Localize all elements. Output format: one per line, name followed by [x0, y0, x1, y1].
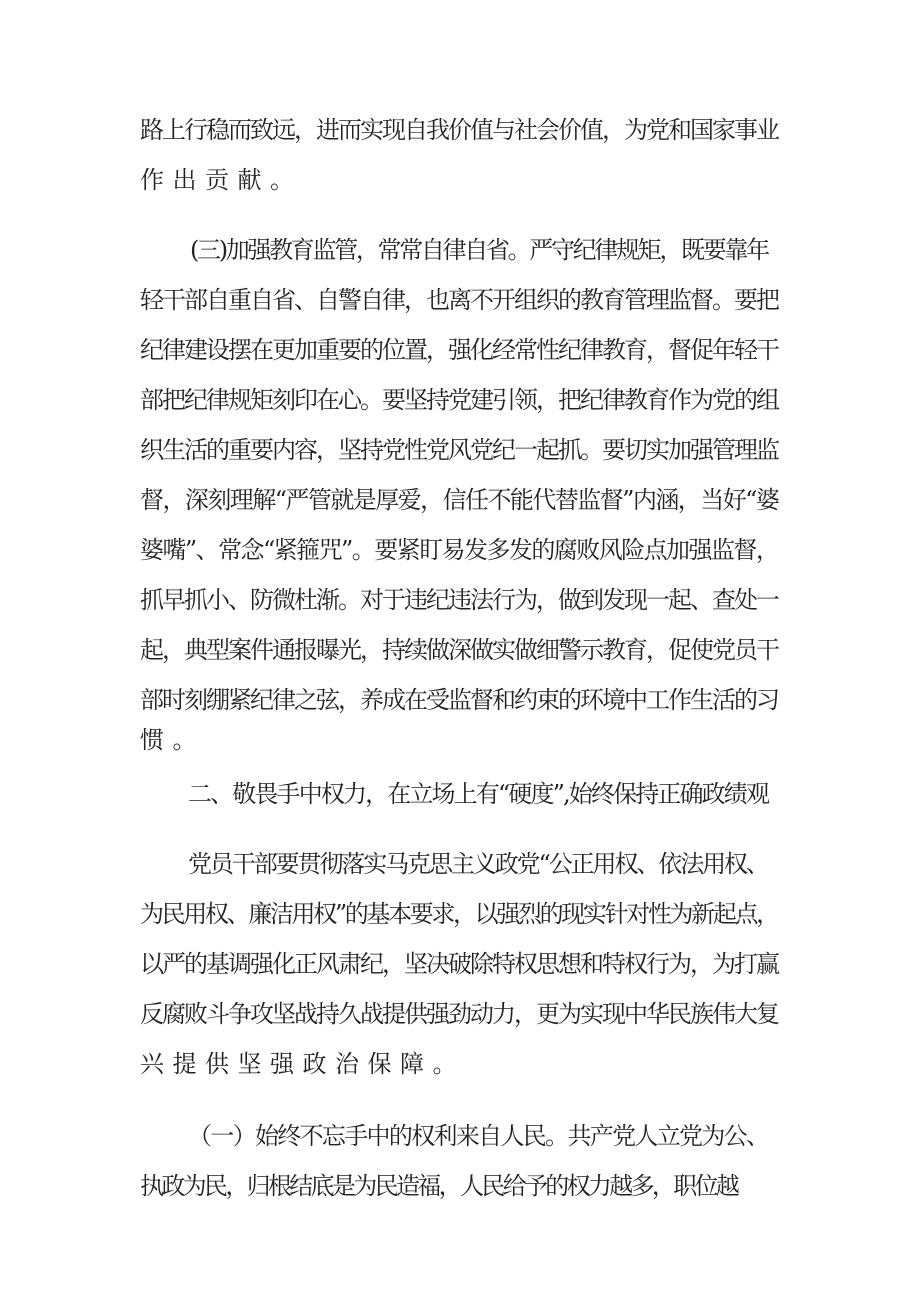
paragraph-line: (三)加强教育监管，常常自律自省。严守纪律规矩，既要靠年 [190, 236, 768, 264]
paragraph-line: 执政为民，归根结底是为民造福，人民给予的权力越多，职位越 [140, 1172, 738, 1200]
paragraph-line: 兴提供坚强政治保障。 [140, 1050, 465, 1078]
paragraph-line: 纪律建设摆在更加重要的位置，强化经常性纪律教育，督促年轻干 [140, 336, 778, 364]
paragraph-line: 路上行稳而致远，进而实现自我价值与社会价值，为党和国家事业 [140, 116, 778, 144]
paragraph-line: 党员干部要贯彻落实马克思主义政党“公正用权、依法用权、 [188, 850, 768, 878]
paragraph-line: 起，典型案件通报曝光，持续做深做实做细警示教育，促使党员干 [140, 636, 778, 664]
paragraph-line: 抓早抓小、防微杜渐。对于违纪违法行为，做到发现一起、查处一 [140, 586, 778, 614]
paragraph-line: 反腐败斗争攻坚战持久战提供强劲动力，更为实现中华民族伟大复 [140, 1000, 778, 1028]
paragraph-line: 以严的基调强化正风肃纪，坚决破除特权思想和特权行为，为打赢 [140, 950, 778, 978]
paragraph-line: 部时刻绷紧纪律之弦，养成在受监督和约束的环境中工作生活的习 [140, 686, 778, 714]
paragraph-line: （一）始终不忘手中的权利来自人民。共产党人立党为公、 [188, 1122, 769, 1150]
section-heading: 二、敬畏手中权力，在立场上有“硬度”,始终保持正确政绩观 [188, 780, 769, 808]
paragraph-line: 作出贡献。 [140, 166, 303, 194]
paragraph-line: 部把纪律规矩刻印在心。要坚持党建引领，把纪律教育作为党的组 [140, 386, 778, 414]
paragraph-line: 惯。 [140, 726, 205, 754]
paragraph-line: 织生活的重要内容，坚持党性党风党纪一起抓。要切实加强管理监 [140, 436, 778, 464]
paragraph-line: 督，深刻理解“严管就是厚爱，信任不能代替监督”内涵，当好“婆 [140, 486, 779, 514]
paragraph-line: 轻干部自重自省、自警自律，也离不开组织的教育管理监督。要把 [140, 286, 778, 314]
paragraph-line: 婆嘴”、常念“紧箍咒”。要紧盯易发多发的腐败风险点加强监督， [140, 536, 779, 564]
paragraph-line: 为民用权、廉洁用权”的基本要求，以强烈的现实针对性为新起点， [140, 900, 778, 928]
